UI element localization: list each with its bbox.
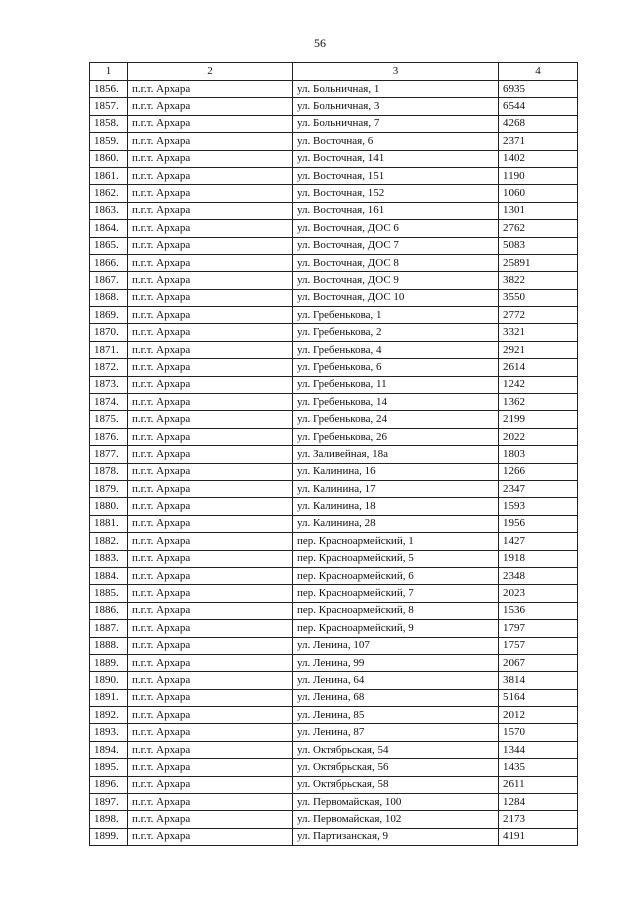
row-number-cell: 1890. [90,672,128,689]
settlement-cell: п.г.т. Архара [128,498,293,515]
address-cell: ул. Восточная, ДОС 9 [293,272,499,289]
table-row [90,567,578,584]
table-row [90,167,578,184]
settlement-cell: п.г.т. Архара [128,794,293,811]
address-cell: ул. Ленина, 68 [293,689,499,706]
address-cell: ул. Первомайская, 100 [293,794,499,811]
row-number-cell: 1880. [90,498,128,515]
table-row [90,115,578,132]
row-number-cell: 1888. [90,637,128,654]
table-row [90,272,578,289]
address-cell: ул. Больничная, 7 [293,115,499,132]
settlement-cell: п.г.т. Архара [128,428,293,445]
value-cell: 1593 [499,498,578,515]
settlement-cell: п.г.т. Архара [128,185,293,202]
value-cell: 5083 [499,237,578,254]
table-row [90,637,578,654]
value-cell: 5164 [499,689,578,706]
settlement-cell: п.г.т. Архара [128,150,293,167]
settlement-cell: п.г.т. Архара [128,707,293,724]
value-cell: 2348 [499,567,578,584]
settlement-cell: п.г.т. Архара [128,759,293,776]
table-row [90,759,578,776]
value-cell: 1284 [499,794,578,811]
table-row [90,689,578,706]
settlement-cell: п.г.т. Архара [128,341,293,358]
table-row [90,480,578,497]
table-row [90,620,578,637]
settlement-cell: п.г.т. Архара [128,98,293,115]
table-row [90,81,578,98]
value-cell: 1242 [499,376,578,393]
row-number-cell: 1881. [90,515,128,532]
address-cell: ул. Партизанская, 9 [293,828,499,845]
row-number-cell: 1866. [90,254,128,271]
table-row [90,133,578,150]
value-cell: 1301 [499,202,578,219]
value-cell: 2173 [499,811,578,828]
row-number-cell: 1877. [90,446,128,463]
settlement-cell: п.г.т. Архара [128,446,293,463]
row-number-cell: 1886. [90,602,128,619]
row-number-cell: 1870. [90,324,128,341]
row-number-cell: 1876. [90,428,128,445]
table-row [90,289,578,306]
table-row [90,533,578,550]
settlement-cell: п.г.т. Архара [128,289,293,306]
address-cell: ул. Восточная, 161 [293,202,499,219]
settlement-cell: п.г.т. Архара [128,272,293,289]
row-number-cell: 1858. [90,115,128,132]
row-number-cell: 1857. [90,98,128,115]
address-cell: ул. Октябрьская, 56 [293,759,499,776]
table-row [90,254,578,271]
table-row [90,724,578,741]
settlement-cell: п.г.т. Архара [128,359,293,376]
address-cell: ул. Заливейная, 18а [293,446,499,463]
row-number-cell: 1864. [90,220,128,237]
row-number-cell: 1892. [90,707,128,724]
settlement-cell: п.г.т. Архара [128,828,293,845]
settlement-cell: п.г.т. Архара [128,620,293,637]
table-row [90,98,578,115]
value-cell: 25891 [499,254,578,271]
value-cell: 1435 [499,759,578,776]
table-row [90,150,578,167]
table-row [90,463,578,480]
address-cell: ул. Больничная, 1 [293,81,499,98]
row-number-cell: 1898. [90,811,128,828]
value-cell: 3550 [499,289,578,306]
address-cell: ул. Ленина, 87 [293,724,499,741]
table-row [90,602,578,619]
table-row [90,307,578,324]
settlement-cell: п.г.т. Архара [128,81,293,98]
value-cell: 6544 [499,98,578,115]
address-cell: ул. Ленина, 107 [293,637,499,654]
address-cell: ул. Октябрьская, 54 [293,741,499,758]
settlement-cell: п.г.т. Архара [128,654,293,671]
settlement-cell: п.г.т. Архара [128,637,293,654]
address-cell: ул. Ленина, 85 [293,707,499,724]
row-number-cell: 1894. [90,741,128,758]
value-cell: 2023 [499,585,578,602]
address-table [89,62,578,846]
address-cell: ул. Гребенькова, 6 [293,359,499,376]
table-row [90,585,578,602]
value-cell: 1427 [499,533,578,550]
table-row [90,185,578,202]
address-cell: ул. Восточная, ДОС 6 [293,220,499,237]
column-header-value: 4 [499,63,578,81]
row-number-cell: 1867. [90,272,128,289]
table-row [90,498,578,515]
address-cell: ул. Восточная, 151 [293,167,499,184]
settlement-cell: п.г.т. Архара [128,394,293,411]
row-number-cell: 1859. [90,133,128,150]
address-cell: пер. Красноармейский, 1 [293,533,499,550]
column-header-address: 3 [293,63,499,81]
value-cell: 6935 [499,81,578,98]
address-cell: пер. Красноармейский, 7 [293,585,499,602]
table-row [90,828,578,845]
table-row [90,202,578,219]
value-cell: 2347 [499,480,578,497]
address-cell: ул. Гребенькова, 26 [293,428,499,445]
value-cell: 2614 [499,359,578,376]
table-row [90,237,578,254]
settlement-cell: п.г.т. Архара [128,254,293,271]
settlement-cell: п.г.т. Архара [128,411,293,428]
row-number-cell: 1897. [90,794,128,811]
row-number-cell: 1878. [90,463,128,480]
row-number-cell: 1860. [90,150,128,167]
settlement-cell: п.г.т. Архара [128,480,293,497]
row-number-cell: 1899. [90,828,128,845]
address-cell: ул. Восточная, 152 [293,185,499,202]
table-row [90,359,578,376]
address-cell: ул. Ленина, 99 [293,654,499,671]
row-number-cell: 1889. [90,654,128,671]
column-header-number: 1 [90,63,128,81]
table-row [90,428,578,445]
table-header-row [90,63,578,81]
value-cell: 1266 [499,463,578,480]
table-row [90,811,578,828]
address-cell: ул. Больничная, 3 [293,98,499,115]
settlement-cell: п.г.т. Архара [128,237,293,254]
settlement-cell: п.г.т. Архара [128,602,293,619]
table-row [90,550,578,567]
row-number-cell: 1869. [90,307,128,324]
value-cell: 1402 [499,150,578,167]
value-cell: 2022 [499,428,578,445]
settlement-cell: п.г.т. Архара [128,167,293,184]
row-number-cell: 1884. [90,567,128,584]
value-cell: 1956 [499,515,578,532]
value-cell: 1190 [499,167,578,184]
row-number-cell: 1879. [90,480,128,497]
address-cell: ул. Ленина, 64 [293,672,499,689]
value-cell: 2067 [499,654,578,671]
value-cell: 3321 [499,324,578,341]
address-cell: ул. Гребенькова, 1 [293,307,499,324]
page-number: 56 [314,36,326,50]
value-cell: 1536 [499,602,578,619]
value-cell: 1362 [499,394,578,411]
table-row [90,515,578,532]
table-row [90,394,578,411]
value-cell: 2772 [499,307,578,324]
table-row [90,411,578,428]
address-cell: пер. Красноармейский, 9 [293,620,499,637]
address-cell: пер. Красноармейский, 5 [293,550,499,567]
address-cell: ул. Первомайская, 102 [293,811,499,828]
settlement-cell: п.г.т. Архара [128,811,293,828]
value-cell: 3814 [499,672,578,689]
address-cell: пер. Красноармейский, 8 [293,602,499,619]
row-number-cell: 1895. [90,759,128,776]
settlement-cell: п.г.т. Архара [128,324,293,341]
settlement-cell: п.г.т. Архара [128,741,293,758]
settlement-cell: п.г.т. Архара [128,202,293,219]
settlement-cell: п.г.т. Архара [128,133,293,150]
table-row [90,446,578,463]
value-cell: 4268 [499,115,578,132]
value-cell: 2611 [499,776,578,793]
address-cell: ул. Гребенькова, 2 [293,324,499,341]
settlement-cell: п.г.т. Архара [128,550,293,567]
value-cell: 1803 [499,446,578,463]
address-cell: ул. Гребенькова, 14 [293,394,499,411]
settlement-cell: п.г.т. Архара [128,220,293,237]
row-number-cell: 1871. [90,341,128,358]
address-cell: ул. Гребенькова, 4 [293,341,499,358]
settlement-cell: п.г.т. Архара [128,724,293,741]
row-number-cell: 1891. [90,689,128,706]
address-cell: ул. Восточная, ДОС 10 [293,289,499,306]
address-cell: ул. Восточная, ДОС 8 [293,254,499,271]
value-cell: 3822 [499,272,578,289]
row-number-cell: 1883. [90,550,128,567]
row-number-cell: 1872. [90,359,128,376]
value-cell: 2199 [499,411,578,428]
address-cell: ул. Гребенькова, 24 [293,411,499,428]
row-number-cell: 1875. [90,411,128,428]
table-row [90,741,578,758]
address-cell: ул. Восточная, 141 [293,150,499,167]
table-row [90,672,578,689]
settlement-cell: п.г.т. Архара [128,776,293,793]
value-cell: 2921 [499,341,578,358]
settlement-cell: п.г.т. Архара [128,463,293,480]
address-cell: ул. Восточная, ДОС 7 [293,237,499,254]
row-number-cell: 1874. [90,394,128,411]
table-row [90,376,578,393]
value-cell: 1797 [499,620,578,637]
address-cell: ул. Октябрьская, 58 [293,776,499,793]
settlement-cell: п.г.т. Архара [128,689,293,706]
value-cell: 2371 [499,133,578,150]
value-cell: 1344 [499,741,578,758]
settlement-cell: п.г.т. Архара [128,585,293,602]
value-cell: 1918 [499,550,578,567]
address-cell: ул. Калинина, 28 [293,515,499,532]
row-number-cell: 1862. [90,185,128,202]
settlement-cell: п.г.т. Архара [128,307,293,324]
address-cell: ул. Гребенькова, 11 [293,376,499,393]
settlement-cell: п.г.т. Архара [128,376,293,393]
table-row [90,707,578,724]
table-row [90,341,578,358]
table-row [90,794,578,811]
settlement-cell: п.г.т. Архара [128,515,293,532]
table-row [90,776,578,793]
value-cell: 4191 [499,828,578,845]
value-cell: 2762 [499,220,578,237]
row-number-cell: 1887. [90,620,128,637]
address-cell: ул. Калинина, 18 [293,498,499,515]
row-number-cell: 1885. [90,585,128,602]
column-header-settlement: 2 [128,63,293,81]
address-cell: пер. Красноармейский, 6 [293,567,499,584]
value-cell: 2012 [499,707,578,724]
table-body [90,81,578,846]
table-row [90,220,578,237]
value-cell: 1757 [499,637,578,654]
table-row [90,654,578,671]
row-number-cell: 1856. [90,81,128,98]
row-number-cell: 1861. [90,167,128,184]
row-number-cell: 1896. [90,776,128,793]
row-number-cell: 1873. [90,376,128,393]
row-number-cell: 1893. [90,724,128,741]
row-number-cell: 1865. [90,237,128,254]
row-number-cell: 1863. [90,202,128,219]
table-row [90,324,578,341]
value-cell: 1060 [499,185,578,202]
row-number-cell: 1868. [90,289,128,306]
settlement-cell: п.г.т. Архара [128,567,293,584]
value-cell: 1570 [499,724,578,741]
settlement-cell: п.г.т. Архара [128,115,293,132]
address-cell: ул. Восточная, 6 [293,133,499,150]
row-number-cell: 1882. [90,533,128,550]
address-cell: ул. Калинина, 17 [293,480,499,497]
settlement-cell: п.г.т. Архара [128,672,293,689]
settlement-cell: п.г.т. Архара [128,533,293,550]
address-cell: ул. Калинина, 16 [293,463,499,480]
